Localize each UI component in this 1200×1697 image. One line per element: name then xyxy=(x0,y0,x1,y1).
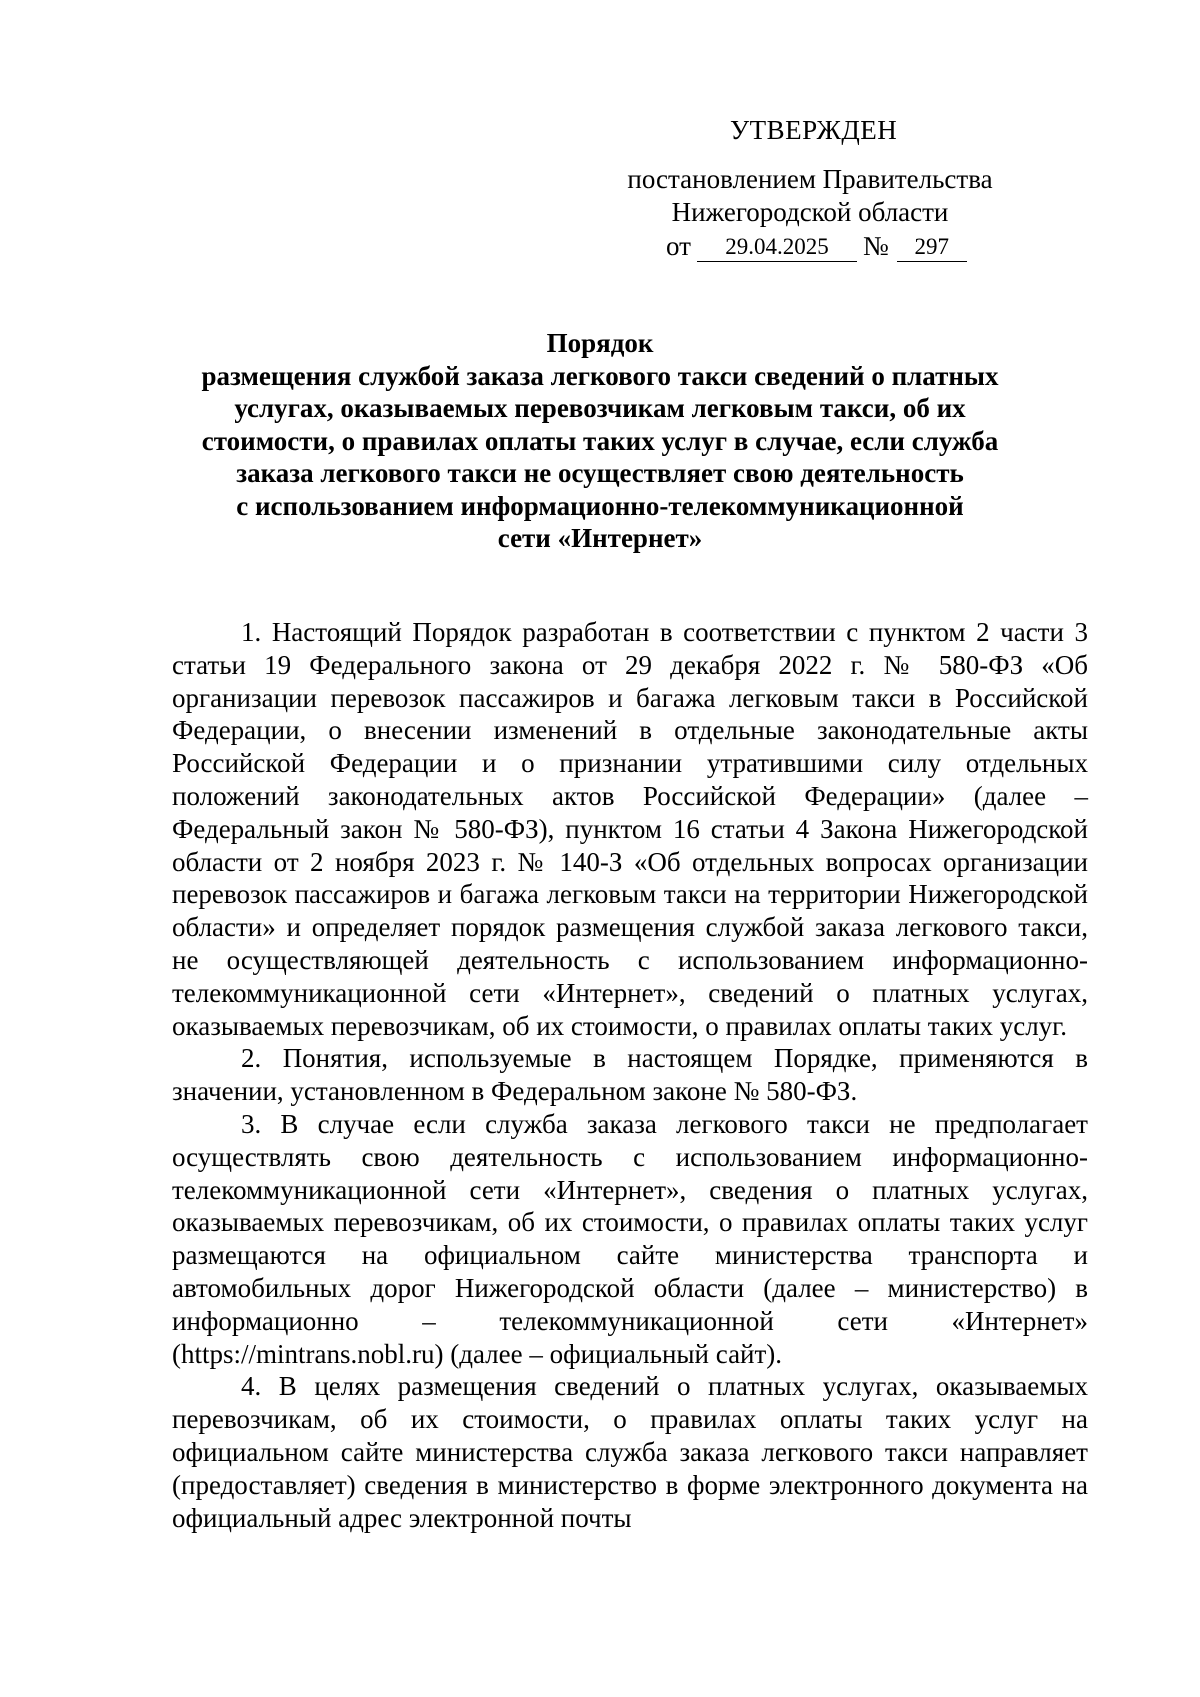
resolution-number: 297 xyxy=(897,233,967,262)
resolution-line-1: постановлением Правительства xyxy=(627,164,993,194)
paragraph-4: 4. В целях размещения сведений о платных услугах, оказываемых перевозчикам, об их стоимости, о правилах оплаты таких услуг на официальном сайте министерства служба заказа легкового такси направляет (предоставляет) сведения в министерство в форме электронного документа на официальный адрес электронной почты xyxy=(172,1371,1088,1533)
paragraph-3: 3. В случае если служба заказа легкового такси не предполагает осуществлять свою деятельность с использованием информационно-телекоммуникационной сети «Интернет», сведения о платных услугах, оказываемых перевозчикам, об их стоимости, о правилах оплаты таких услуг размещаются на официальном сайте министерства транспорта и автомобильных дорог Нижегородской области (далее – министерство) в информационно – телекоммуникационной сети «Интернет» (https://mintrans.nobl.ru) (далее – официальный сайт). xyxy=(172,1108,1088,1369)
date-prefix: от xyxy=(666,231,691,261)
paragraph-1: 1. Настоящий Порядок разработан в соответствии с пунктом 2 части 3 статьи 19 Федерального закона от 29 декабря 2022 г. № 580-ФЗ «Об организации перевозок пассажиров и багажа легковым такси в Российской Федерации, о внесении изменений в отдельные законодательные акты Российской Федерации и о признании утратившими силу отдельных положений законодательных актов Российской Федерации» (далее – Федеральный закон № 580-ФЗ), пунктом 16 статьи 4 Закона Нижегородской области от 2 ноября 2023 г. № 140-З «Об отдельных вопросах организации перевозок пассажиров и багажа легковым такси на территории Нижегородской области» и определяет порядок размещения службой заказа легкового такси, не осуществляющей деятельность с использованием информационно-телекоммуникационной сети «Интернет», сведений о платных услугах, оказываемых перевозчикам, об их стоимости, о правилах оплаты таких услуг. xyxy=(172,617,1088,1041)
title-line: стоимости, о правилах оплаты таких услуг в случае, если служба xyxy=(201,425,999,456)
title-heading: Порядок xyxy=(546,328,654,358)
resolution-line-2: Нижегородской области xyxy=(671,197,949,227)
title-line: заказа легкового такси не осуществляет свою деятельность xyxy=(236,458,964,488)
title-line: сети «Интернет» xyxy=(497,523,703,553)
title-line: услугах, оказываемых перевозчикам легковым такси, об их xyxy=(234,393,966,423)
title-line: с использованием информационно-телекоммуникационной xyxy=(236,490,964,521)
resolution-date: 29.04.2025 xyxy=(697,233,857,262)
resolution-date-line xyxy=(666,231,967,262)
number-sign: № xyxy=(862,231,889,261)
paragraph-2: 2. Понятия, используемые в настоящем Порядке, применяются в значении, установленном в Федеральном законе № 580-ФЗ. xyxy=(172,1043,1088,1107)
approval-stamp-text: УТВЕРЖДЕН xyxy=(730,115,898,145)
document-title xyxy=(150,327,1050,555)
title-line: размещения службой заказа легкового такси сведений о платных xyxy=(201,360,999,391)
document-body xyxy=(172,616,1088,1534)
